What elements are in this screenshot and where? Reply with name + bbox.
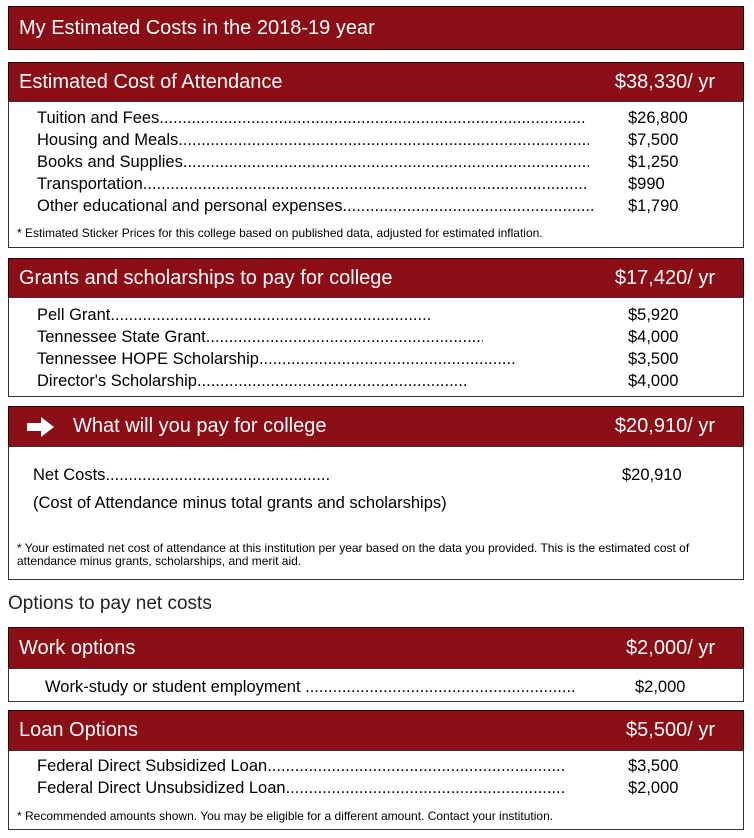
page-header bbox=[8, 6, 744, 50]
item-amount: $4,000 bbox=[628, 372, 679, 390]
item-amount: $3,500 bbox=[628, 757, 679, 775]
arrow-right-icon bbox=[27, 416, 55, 438]
attendance-title: Estimated Cost of Attendance bbox=[19, 70, 283, 93]
item-amount: $5,920 bbox=[628, 306, 679, 324]
pay-total: $20,910/ yr bbox=[614, 415, 715, 437]
grants-header bbox=[8, 258, 744, 298]
item-label: Federal Direct Unsubsidized Loan ..... bbox=[37, 777, 565, 799]
list-item bbox=[37, 107, 587, 129]
net-costs-explain: (Cost of Attendance minus total grants and scholarships) bbox=[33, 494, 447, 512]
item-amount: $2,000 bbox=[628, 779, 679, 797]
list-item bbox=[37, 173, 589, 195]
grants-total: $17,420/ yr bbox=[614, 266, 715, 289]
list-item bbox=[37, 348, 515, 370]
attendance-total: $38,330/ yr bbox=[614, 70, 715, 93]
pay-header bbox=[8, 406, 744, 447]
item-label: Tuition and Fees ..... bbox=[37, 107, 587, 129]
item-label: Tennessee HOPE Scholarship ..... bbox=[37, 348, 515, 370]
item-amount: $2,000 bbox=[635, 678, 686, 696]
options-heading: Options to pay net costs bbox=[8, 593, 212, 614]
attendance-header bbox=[8, 62, 744, 102]
net-costs-row bbox=[33, 464, 331, 486]
attendance-note: * Estimated Sticker Prices for this college based on published data, adjusted for estimated inflation. bbox=[17, 226, 543, 240]
loans-header bbox=[8, 710, 744, 751]
list-item bbox=[37, 777, 565, 799]
item-label: Tennessee State Grant ..... bbox=[37, 326, 483, 348]
item-label: Other educational and personal expenses ..... bbox=[37, 195, 593, 217]
item-label: Pell Grant ..... bbox=[37, 304, 432, 326]
pay-title-group bbox=[27, 415, 326, 438]
work-title: Work options bbox=[19, 636, 136, 659]
list-item bbox=[45, 676, 577, 698]
item-label: Work-study or student employment ..... bbox=[45, 676, 577, 698]
item-amount: $26,800 bbox=[628, 109, 688, 127]
item-label: Books and Supplies ..... bbox=[37, 151, 589, 173]
item-label: Director's Scholarship ..... bbox=[37, 370, 467, 392]
item-amount: $990 bbox=[628, 175, 665, 193]
net-costs-amount: $20,910 bbox=[622, 466, 682, 484]
item-amount: $1,790 bbox=[628, 197, 679, 215]
list-item bbox=[37, 755, 565, 777]
work-total: $2,000/ yr bbox=[626, 636, 715, 659]
page-title: My Estimated Costs in the 2018-19 year bbox=[19, 16, 375, 39]
item-label: Federal Direct Subsidized Loan ..... bbox=[37, 755, 565, 777]
list-item bbox=[37, 195, 593, 217]
item-amount: $1,250 bbox=[628, 153, 679, 171]
list-item bbox=[37, 304, 432, 326]
loans-note: * Recommended amounts shown. You may be eligible for a different amount. Contact your institution. bbox=[17, 809, 554, 823]
loans-title: Loan Options bbox=[19, 719, 138, 741]
item-amount: $7,500 bbox=[628, 131, 679, 149]
work-header bbox=[8, 627, 744, 669]
item-label: Net Costs ..... bbox=[33, 464, 331, 486]
item-label: Housing and Meals ..... bbox=[37, 129, 589, 151]
item-label: Transportation ..... bbox=[37, 173, 589, 195]
list-item bbox=[37, 326, 483, 348]
list-item bbox=[37, 151, 589, 173]
item-amount: $4,000 bbox=[628, 328, 679, 346]
pay-note: * Your estimated net cost of attendance at this institution per year based on the data you provided. This is the estimated cost of attendance minus grants, scholarships, and merit aid. bbox=[17, 541, 690, 568]
list-item bbox=[37, 370, 467, 392]
loans-total: $5,500/ yr bbox=[626, 719, 715, 741]
grants-title: Grants and scholarships to pay for college bbox=[19, 266, 393, 289]
pay-title: What will you pay for college bbox=[73, 415, 327, 438]
item-amount: $3,500 bbox=[628, 350, 679, 368]
list-item bbox=[37, 129, 589, 151]
